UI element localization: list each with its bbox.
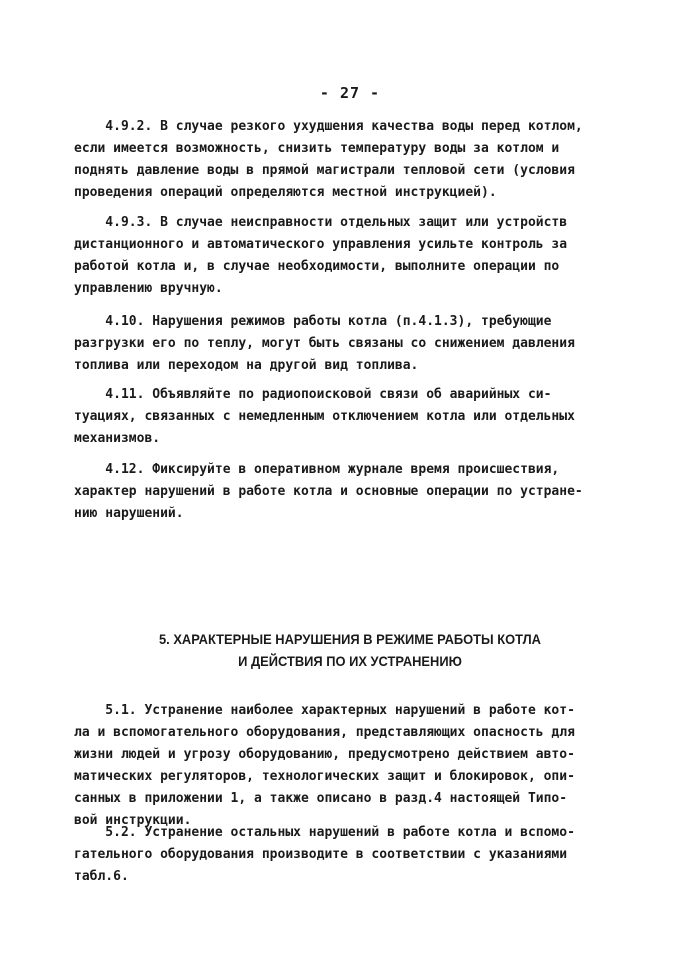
text-line: 4.9.3. В случае неисправности отдельных защит или устройств bbox=[74, 215, 568, 230]
text-line: туациях, связанных с немедленным отключением котла или отдельных bbox=[74, 409, 575, 424]
text-line: вой инструкции. bbox=[74, 813, 192, 828]
heading-line: И ДЕЙСТВИЯ ПО ИХ УСТРАНЕНИЮ bbox=[238, 653, 462, 669]
section-heading bbox=[28, 628, 672, 672]
heading-line: 5. ХАРАКТЕРНЫЕ НАРУШЕНИЯ В РЕЖИМЕ РАБОТЫ КОТЛА bbox=[159, 631, 541, 647]
text-line: дистанционного и автоматического управления усильте контроль за bbox=[74, 237, 568, 252]
text-line: работой котла и, в случае необходимости, выполните операции по bbox=[74, 259, 560, 274]
text-line: жизни людей и угрозу оборудованию, предусмотрено действием авто- bbox=[74, 747, 575, 762]
paragraph-4-12 bbox=[74, 459, 609, 525]
text-line: механизмов. bbox=[74, 431, 161, 446]
text-line: если имеется возможность, снизить температуру воды за котлом и bbox=[74, 141, 560, 156]
paragraph-4-9-3 bbox=[74, 212, 609, 300]
text-line: 5.2. Устранение остальных нарушений в работе котла и вспомо- bbox=[74, 825, 575, 840]
text-line: 4.12. Фиксируйте в оперативном журнале время происшествия, bbox=[74, 462, 560, 477]
paragraph-5-2 bbox=[74, 822, 609, 888]
text-line: поднять давление воды в прямой магистрали тепловой сети (условия bbox=[74, 163, 575, 178]
paragraph-4-11 bbox=[74, 384, 609, 450]
page-number: - 27 - bbox=[319, 84, 381, 102]
text-line: гательного оборудования производите в соответствии с указаниями bbox=[74, 847, 568, 862]
text-line: 4.11. Объявляйте по радиопоисковой связи об аварийных си- bbox=[74, 387, 552, 402]
text-line: 5.1. Устранение наиболее характерных нарушений в работе кот- bbox=[74, 703, 575, 718]
text-line: топлива или переходом на другой вид топлива. bbox=[74, 358, 419, 373]
text-line: 4.9.2. В случае резкого ухудшения качества воды перед котлом, bbox=[74, 119, 583, 134]
text-line: санных в приложении 1, а также описано в разд.4 настоящей Типо- bbox=[74, 791, 568, 806]
text-line: матических регуляторов, технологических защит и блокировок, опи- bbox=[74, 769, 575, 784]
text-line: разгрузки его по теплу, могут быть связаны со снижением давления bbox=[74, 336, 575, 351]
paragraph-4-9-2 bbox=[74, 116, 609, 204]
paragraph-4-10 bbox=[74, 311, 609, 377]
paragraph-5-1 bbox=[74, 700, 609, 832]
text-line: нию нарушений. bbox=[74, 506, 184, 521]
text-line: проведения операций определяются местной инструкцией). bbox=[74, 185, 497, 200]
text-line: ла и вспомогательного оборудования, представляющих опасность для bbox=[74, 725, 575, 740]
text-line: характер нарушений в работе котла и основные операции по устране- bbox=[74, 484, 583, 499]
text-line: табл.6. bbox=[74, 869, 129, 884]
text-line: управлению вручную. bbox=[74, 281, 223, 296]
text-line: 4.10. Нарушения режимов работы котла (п.4.1.3), требующие bbox=[74, 314, 552, 329]
